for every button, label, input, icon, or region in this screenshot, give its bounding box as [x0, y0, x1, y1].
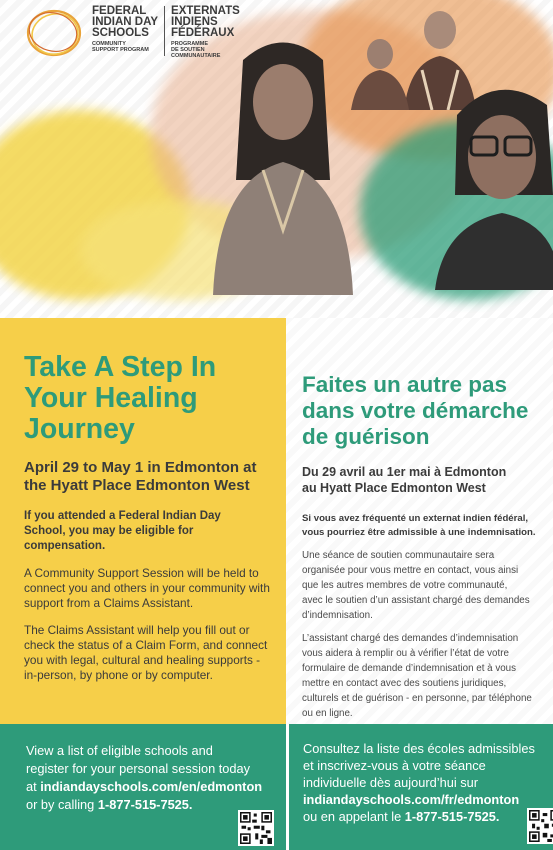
french-phone-number[interactable]: 1-877-515-7525. [404, 809, 500, 824]
english-paragraph-2: The Claims Assistant will help you fill out or check the status of a Claim Form, and connect you with legal, cultural and healing supports - in-person, by phone or by computer. [24, 623, 268, 682]
french-p2-line: mettre en contact avec des soutiens juridiques, [302, 678, 507, 689]
french-p2-line: vous aidera à remplir ou à vérifier l’état de votre [302, 648, 509, 659]
circle-logo-icon [24, 6, 84, 60]
french-paragraph-2 [302, 631, 553, 721]
french-p2-line: L’assistant chargé des demandes d’indemnisation [302, 633, 519, 644]
french-elig-line-1: Si vous avez fréquenté un externat indien fédéral, [302, 513, 529, 524]
english-cta-line-3 [26, 778, 286, 796]
french-headline-3: de guérison [302, 424, 430, 449]
logo-divider [164, 6, 165, 56]
man-portrait-photo [435, 75, 553, 290]
french-dates-line-2: au Hyatt Place Edmonton West [302, 481, 486, 495]
french-p2-line: ou en ligne. [302, 708, 353, 719]
french-p1-line: avec le soutien d’un assistant chargé des demandes [302, 595, 530, 606]
french-dates-line-1: Du 29 avril au 1er mai à Edmonton [302, 465, 507, 479]
english-website-link[interactable]: indiandayschools.com/en/edmonton [40, 779, 263, 794]
french-cta-line-2: et inscrivez-vous à votre séance [303, 758, 486, 773]
french-p2-line: formulaire de demande d’indemnisation et à vous [302, 663, 517, 674]
qr-code-icon[interactable] [527, 808, 553, 844]
english-phone-number[interactable]: 1-877-515-7525. [97, 797, 193, 812]
french-p1-line: organisée pour vous mettre en contact, vous ainsi [302, 565, 519, 576]
french-paragraph-1 [302, 548, 553, 623]
english-cta-call: or by calling [26, 797, 98, 812]
french-elig-line-2: vous pourriez être admissible à une indemnisation. [302, 527, 536, 538]
english-event-dates: April 29 to May 1 in Edmonton at the Hyatt Place Edmonton West [24, 459, 257, 494]
english-cta-at: at [26, 779, 41, 794]
logo-french-sub: PROGRAMME DE SOUTIEN COMMUNAUTAIRE [171, 41, 221, 59]
french-p1-line: que les autres membres de votre communauté, [302, 580, 508, 591]
french-event-dates [302, 464, 553, 496]
english-cta-line-1: View a list of eligible schools and [26, 743, 213, 758]
english-panel [0, 318, 286, 724]
french-cta-line-3: individuelle dès aujourd’hui sur [303, 775, 479, 790]
french-headline-2: dans votre démarche [302, 398, 529, 423]
english-paragraph-1: A Community Support Session will be held to connect you and others in your community with support from a Claims Assistant. [24, 566, 270, 610]
woman-portrait-photo [208, 30, 358, 295]
french-cta-line-5 [303, 808, 553, 825]
logo-french-name: EXTERNATS INDIENS FÉDÉRAUX [171, 5, 240, 39]
french-eligibility [302, 512, 553, 540]
french-panel [286, 318, 553, 724]
english-eligibility: If you attended a Federal Indian Day School, you may be eligible for compensation. [24, 510, 221, 552]
french-p1-line: d’indemnisation. [302, 610, 373, 621]
logo-english-sub: COMMUNITY SUPPORT PROGRAM [92, 41, 149, 53]
english-call-to-action [0, 724, 286, 850]
french-cta-call: ou en appelant le [303, 809, 405, 824]
french-website-link[interactable]: indiandayschools.com/fr/edmonton [303, 792, 520, 807]
english-cta-line-2: register for your personal session today [26, 761, 251, 776]
english-headline: Take A Step In Your Healing Journey [24, 351, 217, 445]
qr-code-icon[interactable] [238, 810, 274, 846]
logo-english-name: FEDERAL INDIAN DAY SCHOOLS [92, 5, 159, 39]
french-call-to-action [289, 724, 553, 850]
french-p1-line: Une séance de soutien communautaire sera [302, 550, 495, 561]
french-p2-line: culturels et de guérison - en personne, par téléphone [302, 693, 532, 704]
french-headline-1: Faites un autre pas [302, 372, 508, 397]
french-cta-line-1: Consultez la liste des écoles admissibles [303, 741, 535, 756]
hero-image [0, 0, 553, 318]
